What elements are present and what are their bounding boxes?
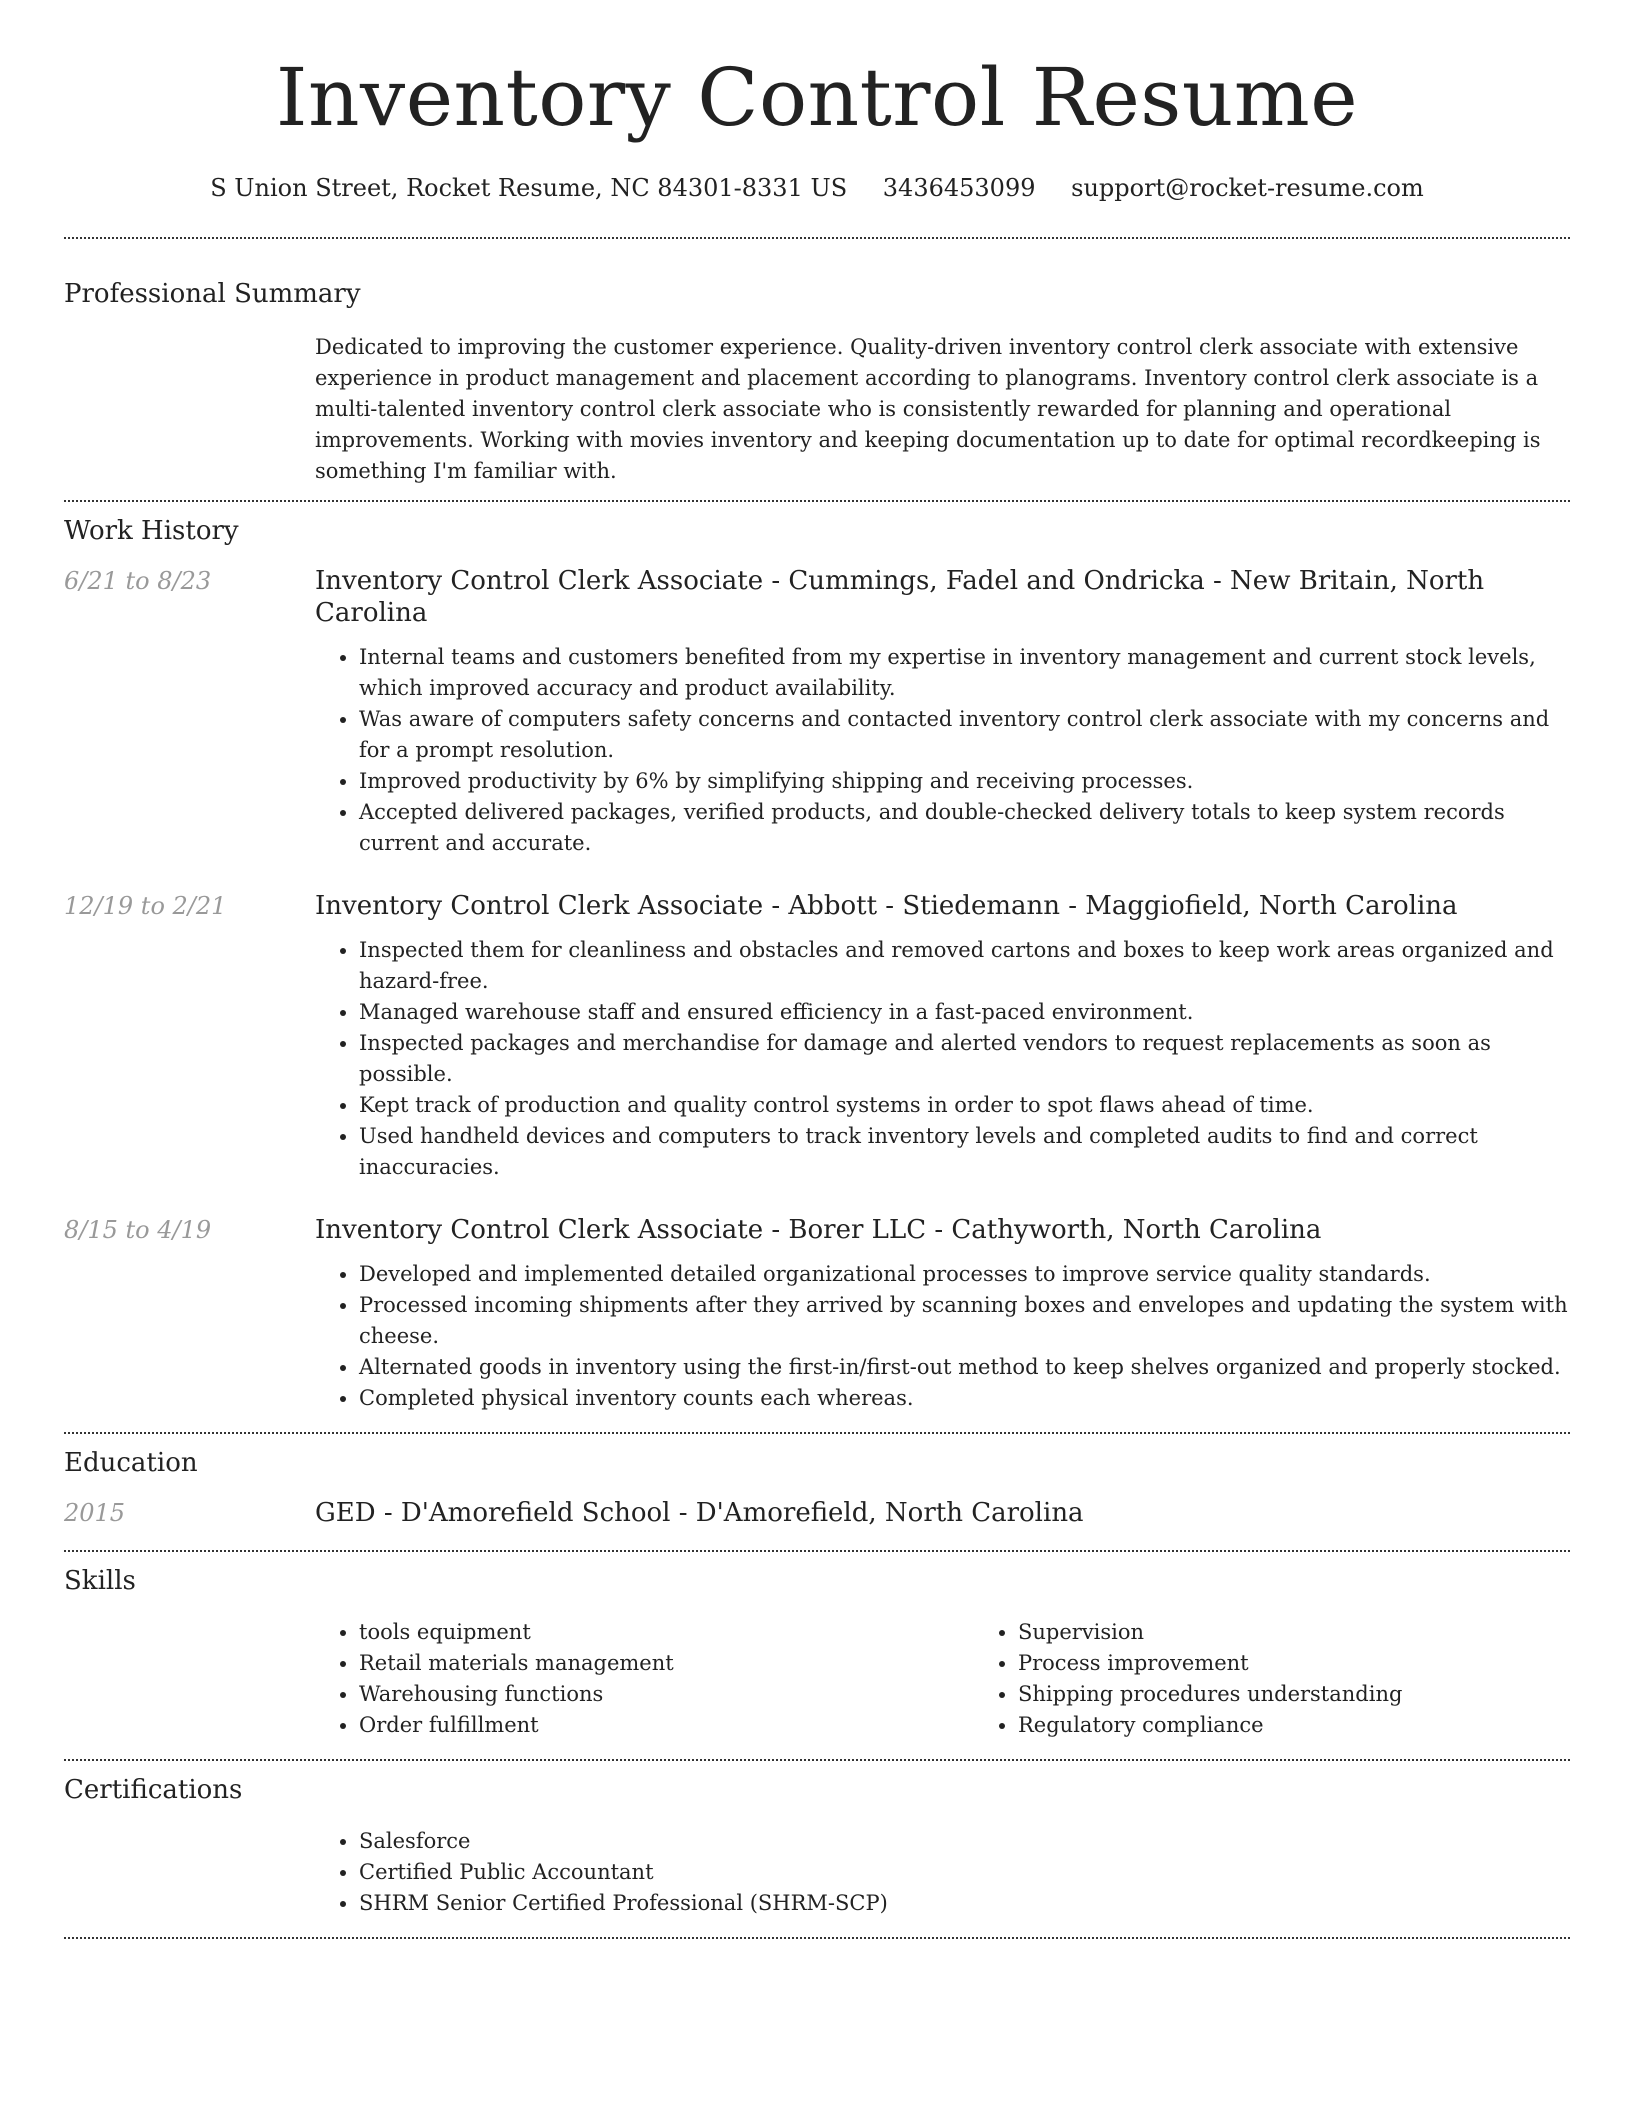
job-entry <box>64 1214 1570 1414</box>
work-history-section <box>64 502 1570 1432</box>
skill-item: • Regulatory compliance <box>1018 1710 1632 1741</box>
resume-title: Inventory Control Resume <box>275 51 1359 144</box>
education-section <box>64 1434 1570 1550</box>
certification-item: • Certified Public Accountant <box>359 1857 1570 1888</box>
resume-page <box>64 0 1570 1939</box>
skill-item: • Retail materials management <box>359 1648 974 1679</box>
list-item: • Managed warehouse staff and ensured efficiency in a fast-paced environment. <box>359 997 1570 1028</box>
section-title-work-history: Work History <box>64 516 239 546</box>
contact-line <box>64 174 1570 202</box>
section-title-education: Education <box>64 1448 198 1478</box>
job-entry <box>64 565 1570 859</box>
certifications-section <box>64 1761 1570 1937</box>
section-title-skills: Skills <box>64 1566 136 1596</box>
divider <box>64 1937 1570 1939</box>
certification-item: • Salesforce <box>359 1826 1570 1857</box>
summary-section <box>64 239 1570 500</box>
certifications-list <box>315 1826 1570 1919</box>
skill-item: • Supervision <box>1018 1617 1632 1648</box>
section-title-summary: Professional Summary <box>64 279 361 309</box>
list-item: • Completed physical inventory counts each whereas. <box>359 1383 1570 1414</box>
contact-address: S Union Street, Rocket Resume, NC 84301-8331 US <box>210 174 848 202</box>
skill-item: • Shipping procedures understanding <box>1018 1679 1632 1710</box>
job-bullets <box>315 935 1570 1183</box>
job-dates: 6/21 to 8/23 <box>64 567 212 595</box>
list-item: • Used handheld devices and computers to track inventory levels and completed audits to find and correct inaccuracies. <box>359 1121 1570 1183</box>
education-entry: GED - D'Amorefield School - D'Amorefield, North Carolina <box>315 1498 1084 1528</box>
job-bullets <box>315 1259 1570 1414</box>
job-dates: 12/19 to 2/21 <box>64 892 227 920</box>
job-dates: 8/15 to 4/19 <box>64 1216 212 1244</box>
certification-item: • SHRM Senior Certified Professional (SHRM-SCP) <box>359 1888 1570 1919</box>
contact-email: support@rocket-resume.com <box>1071 174 1424 202</box>
list-item: • Accepted delivered packages, verified products, and double-checked delivery totals to keep system records current and accurate. <box>359 797 1570 859</box>
job-heading: Inventory Control Clerk Associate - Abbott - Stiedemann - Maggiofield, North Carolina <box>315 891 1458 921</box>
education-year: 2015 <box>64 1499 126 1527</box>
list-item: • Was aware of computers safety concerns and contacted inventory control clerk associate with my concerns and for a prompt resolution. <box>359 704 1570 766</box>
job-entry <box>64 890 1570 1183</box>
contact-phone: 3436453099 <box>882 174 1036 202</box>
skill-item: • Process improvement <box>1018 1648 1632 1679</box>
skill-item: • tools equipment <box>359 1617 974 1648</box>
skills-section <box>64 1552 1570 1759</box>
list-item: • Inspected them for cleanliness and obstacles and removed cartons and boxes to keep work areas organized and hazard-free. <box>359 935 1570 997</box>
list-item: • Inspected packages and merchandise for damage and alerted vendors to request replacements as soon as possible. <box>359 1028 1570 1090</box>
list-item: • Internal teams and customers benefited from my expertise in inventory management and current stock levels, which improved accuracy and product availability. <box>359 642 1570 704</box>
section-title-certifications: Certifications <box>64 1775 243 1805</box>
list-item: • Alternated goods in inventory using the first-in/first-out method to keep shelves organized and properly stocked. <box>359 1352 1570 1383</box>
list-item: • Kept track of production and quality control systems in order to spot flaws ahead of time. <box>359 1090 1570 1121</box>
summary-text: Dedicated to improving the customer experience. Quality-driven inventory control clerk associate with extensive experience in product management and placement according to planograms. Inventory control clerk associate is a multi-talented inventory control clerk associate who is consistently rewarded for planning and operational improvements. Working with movies inventory and keeping documentation up to date for optimal recordkeeping is something I'm familiar with. <box>315 335 1541 483</box>
job-heading: Inventory Control Clerk Associate - Borer LLC - Cathyworth, North Carolina <box>315 1215 1322 1245</box>
skills-list-right <box>974 1617 1632 1741</box>
job-bullets <box>315 642 1570 859</box>
job-heading: Inventory Control Clerk Associate - Cummings, Fadel and Ondricka - New Britain, North Carolina <box>315 566 1485 628</box>
list-item: • Improved productivity by 6% by simplifying shipping and receiving processes. <box>359 766 1570 797</box>
skills-list-left <box>315 1617 974 1741</box>
skill-item: • Warehousing functions <box>359 1679 974 1710</box>
list-item: • Developed and implemented detailed organizational processes to improve service quality standards. <box>359 1259 1570 1290</box>
skill-item: • Order fulfillment <box>359 1710 974 1741</box>
list-item: • Processed incoming shipments after they arrived by scanning boxes and envelopes and updating the system with cheese. <box>359 1290 1570 1352</box>
